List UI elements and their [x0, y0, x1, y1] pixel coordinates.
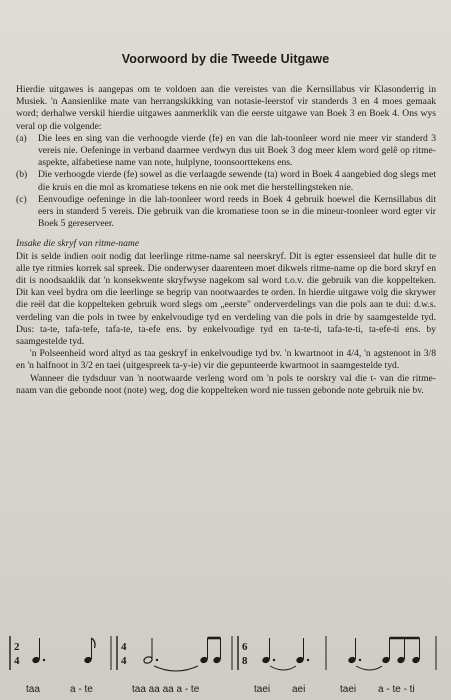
list-item-text: Eenvoudige oefeninge in die lah-toonleer word reeds in Boek 4 gebruik hoewel die Kernsillabus dit eers in standerd 5 vereis. Die gebruik van die kromatiese toon se in die mineur-toonleer word egter vir Boek 5 gereserveer.: [38, 193, 436, 230]
intro-block: [16, 84, 436, 397]
list-item-label: (c): [16, 193, 27, 205]
intro-paragraph: Hierdie uitgawes is aangepas om te voldoen aan die vereistes van die Kernsillabus vir Klasonderrig in Musiek. 'n Aansienlike mate van herrangskikking van notasie-leerstof vir standerds 3 en 4 moes gemaak word; derhalwe verskil hierdie uitgawes aanmerklik van die eerste uitgawe van Boek 3 en Boek 4. Ons wys veral op die volgende:: [16, 84, 436, 132]
time-signature-top: 4: [121, 641, 127, 653]
note-dot: [43, 659, 45, 661]
time-signature-bottom: 4: [14, 655, 20, 667]
note-dot: [359, 659, 361, 661]
body-paragraph: Wanneer die tydsduur van 'n nootwaarde verleng word om 'n pols te oorskry val die t- van die ritme-naam van die gebonde noot (note) weg, dog die koppelteken word nie tussen gebonde note gebruik nie bv.: [16, 372, 436, 396]
time-signature-top: 6: [242, 641, 248, 653]
tie: [270, 666, 296, 670]
body-paragraph: Dit is selde indien ooit nodig dat leerlinge ritme-name sal neerskryf. Dit is egter essensieel dat hulle dit te alle tye ritmies korrek sal spreek. Die onderwyser daarenteen moet dikwels ritme-name op die bord skryf en dit is noodsaaklik dat 'n konsekwente skryfwyse nagekom sal word t.o.v. die gebruik van die koppelteken. Dit kan veel bydra om die leerlinge se begrip van nootwaardes te orden. In hierdie uitgawe volg die skrywer die reël dat die koppelteken gebruik word slegs om „eerste" onderverdelings van die pols aan te dui: d.w.s. verdeling van die pols in twee by enkelvoudige tyd en verdeling van die pols in drie by saamgestelde tyd. Dus: ta-te, tafa-tefe, tafa-te, ta-efe ens. by enkelvoudige tyd en ta-te-ti, tafa-te-ti, ta-efe-ti ens. by saamgestelde tyd.: [16, 250, 436, 348]
note-dot: [156, 659, 158, 661]
rhythm-syllable: a - te - ti: [378, 684, 415, 695]
note-dot: [273, 659, 275, 661]
rhythm-syllable: a - te: [70, 684, 93, 695]
time-signature-bottom: 4: [121, 655, 127, 667]
note-dot: [307, 659, 309, 661]
list-item: [16, 133, 436, 170]
rhythm-syllable: taa aa aa a - te: [132, 684, 200, 695]
tie: [356, 666, 382, 670]
section-subheading: Insake die skryf van ritme-name: [16, 238, 140, 250]
rhythm-syllable: aei: [292, 684, 306, 695]
list-item-text: Die lees en sing van die verhoogde vierde (fe) en van die lah-toonleer word nie meer vir standerd 3 vereis nie. Oefeninge in verband daarmee verdwyn dus uit Boek 3 dog meer klem word gelê op ritme-aspekte, alfabetiese name van note, hulplyne, toonsoorttekens ens.: [38, 132, 436, 169]
list-item-label: (a): [16, 132, 27, 144]
list-item: [16, 169, 436, 193]
note-flag: [92, 638, 96, 648]
rhythm-syllable: taei: [340, 684, 357, 695]
list-item-label: (b): [16, 169, 28, 181]
page-title: Voorwoord by die Tweede Uitgawe: [121, 52, 330, 66]
note-head: [143, 656, 153, 665]
rhythm-examples: [8, 630, 440, 698]
list-item: [16, 194, 436, 231]
time-signature-top: 2: [14, 641, 20, 653]
time-signature-bottom: 8: [242, 655, 248, 667]
list-item-text: Die verhoogde vierde (fe) sowel as die verlaagde sewende (ta) word in Boek 4 aangebied dog slegs met die kruis en die mol as kromatiese tekens en nie ook met die herstellingsteken nie.: [38, 169, 436, 193]
body-paragraph: 'n Polseenheid word altyd as taa geskryf in enkelvoudige tyd bv. 'n kwartnoot in 4/4, 'n agstenoot in 3/8 en 'n halfnoot in 3/2 en taei (uitgespreek ta-y-ie) vir die gepunteerde kwartnoot in saamgestelde tyd.: [16, 348, 436, 372]
rhythm-syllable: taei: [254, 684, 271, 695]
rhythm-syllable: taa: [26, 684, 40, 695]
tie: [154, 666, 198, 671]
